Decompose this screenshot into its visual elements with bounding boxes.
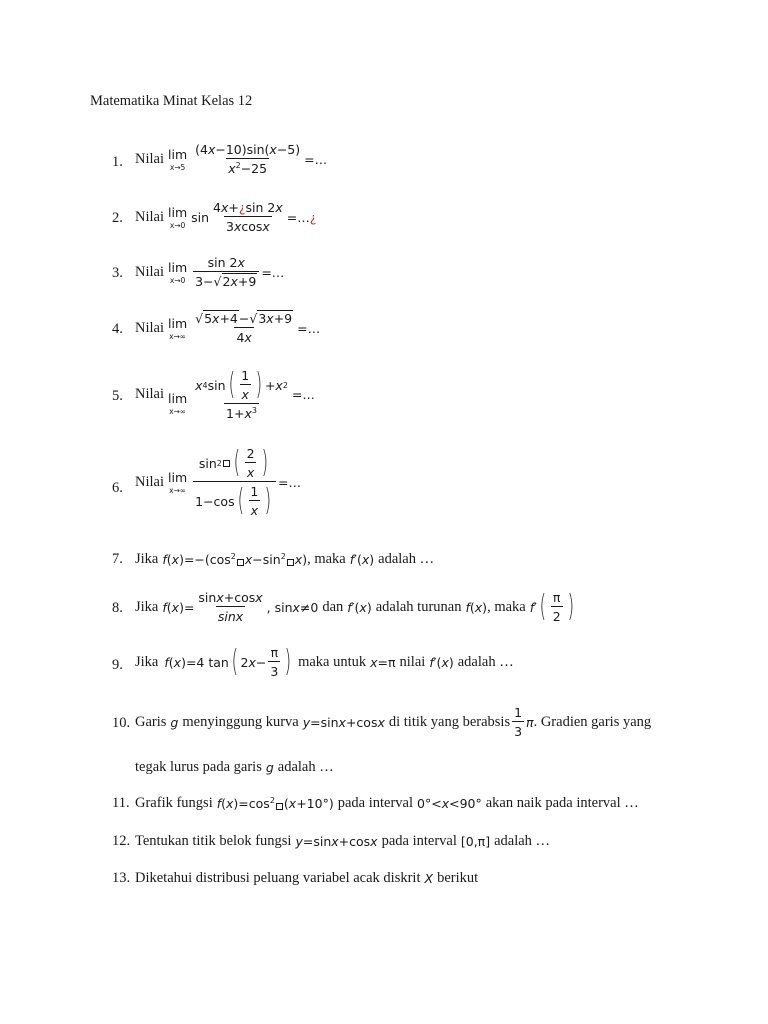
text-adalah: adalah … <box>378 551 435 567</box>
text-berikut: berikut <box>437 870 479 886</box>
limit-operator: lim x→0 <box>168 204 188 230</box>
limit-operator: lim x→5 <box>168 146 188 172</box>
text-tegak-lurus: tegak lurus pada garis <box>135 759 262 775</box>
question-lead: Nilai <box>135 319 164 336</box>
fraction: $\frac{\sin x+\cos x}{\sin x}$ <box>198 590 263 624</box>
question-lead: Nilai <box>135 386 164 403</box>
question-lead: Nilai <box>135 150 164 167</box>
question-lead: Tentukan titik belok fungsi <box>135 833 292 849</box>
text-adalah-turunan: adalah turunan <box>375 598 462 615</box>
text-di-titik: di titik yang berabsis <box>388 713 511 730</box>
question-number: 13. <box>112 870 131 886</box>
fraction: $\frac{4x+¿\sin 2x}{3xcosx}$ <box>213 200 283 234</box>
question-lead: Jika <box>135 598 159 615</box>
text-adalah: adalah … <box>494 833 551 849</box>
question-number: 11. <box>112 795 130 811</box>
text-maka: maka <box>314 551 346 567</box>
fraction: sin 2 ( $\frac{2}{x}$ ) 1−cos ( $\frac{1}{x}$ ) <box>193 446 276 518</box>
document-title: Matematika Minat Kelas 12 <box>90 93 253 109</box>
question-number: 7. <box>112 551 123 567</box>
text-akan-naik: akan naik pada interval … <box>485 795 639 811</box>
text-adalah: adalah … <box>277 759 334 775</box>
limit-operator: lim x→∞ <box>168 469 188 495</box>
question-number: 10. <box>112 715 131 731</box>
text-pada-interval: pada interval <box>381 833 457 849</box>
text-dan: dan <box>322 598 344 615</box>
question-lead: Jika <box>135 551 159 567</box>
fraction: $\frac{\sin 2x}{3-√2x+9}$ <box>193 255 259 289</box>
limit-operator: lim x→∞ <box>168 391 188 417</box>
question-number: 6. <box>112 480 123 496</box>
question-lead: Nilai <box>135 263 164 280</box>
fraction: $\frac{√5x+4-√3x+9}{4x}$ <box>195 311 293 345</box>
question-number: 9. <box>112 657 123 673</box>
text-menyinggung: menyinggung kurva <box>182 713 299 730</box>
text-gradien: . Gradien garis yang <box>533 713 652 730</box>
question-lead: Grafik fungsi <box>135 795 213 811</box>
question-number: 1. <box>112 154 123 170</box>
question-number: 2. <box>112 210 123 226</box>
question-number: 4. <box>112 321 123 337</box>
text-maka-untuk: maka untuk <box>298 653 367 670</box>
question-lead: Nilai <box>135 473 164 490</box>
text-adalah: adalah … <box>457 653 514 670</box>
question-number: 12. <box>112 833 131 849</box>
fraction: x 4 sin ( $\frac{1}{x}$ ) + x 2 $1+x^3$ <box>195 367 288 422</box>
question-lead: Garis <box>135 713 167 730</box>
question-lead: Diketahui distribusi peluang variabel acak diskrit <box>135 870 421 886</box>
question-number: 5. <box>112 388 123 404</box>
question-lead: Jika <box>135 653 159 670</box>
text-pada-interval: pada interval <box>337 795 414 811</box>
question-lead: Nilai <box>135 208 164 225</box>
question-number: 8. <box>112 600 123 616</box>
document-page: Matematika Minat Kelas 12 1. Nilai lim x→5 $\frac{(4x-10)\sin(x-5)}{x^2-25}$ =… 2. Nilai lim x→0 sin $\frac{4x+¿\sin 2x}{3xcosx}$ =…¿ 3. Nilai lim x→0 $\frac{\sin 2x}{3-√2x+9}$ =… 4. Nilai lim x→∞ $\frac{√5x+4-√3x+9}{4x}$ =… 5. Nilai lim x→∞ x 4 sin ( $\frac{1}{x}$ ) + x 2 $1+x^3$ =… 6. Nilai lim x→∞ sin 2 ( $\frac{2}{x}$ ) 1−cos ( $\frac{1}{x}$ ) =… 7. Jika $f(x)=-(\cos^2$ $x-\sin^2$ x) , maka f′(x) adalah … 8. Jika f(x)= $\frac{\sin x+\cos x}{\sin x}$ , sinx≠0 dan f′(x) adalah turunan f(x) , maka f ′ ( $\frac{\pi}{2}$ ) 9. Jika f ( x )=4 tan ( 2 x − $\frac{\pi}{3}$ ) maka untuk x=π nilai f′(x) adalah … 10. Garis g menyinggung kurva y=sinx+cosx di titik yang berabsis $\frac{1}{3}$ π . Gradien garis yang tegak lurus pada garis g adalah … 11. Grafik fungsi $f(x)=\cos^2$ (x+10°) pada interval 0°<x<90° akan naik pada interval … 12. Tentukan titik belok fungsi y=sinx+cosx pada interval [0,π] adalah … 13. Diketahui distribusi peluang variabel acak diskrit X berikut <box>90 93 652 886</box>
text-nilai: nilai <box>399 653 426 670</box>
text-maka: maka <box>494 598 526 615</box>
limit-operator: lim x→∞ <box>168 315 188 341</box>
limit-operator: lim x→0 <box>168 259 188 285</box>
question-number: 3. <box>112 265 123 281</box>
fraction: $\frac{(4x-10)\sin(x-5)}{x^2-25}$ <box>195 142 301 177</box>
